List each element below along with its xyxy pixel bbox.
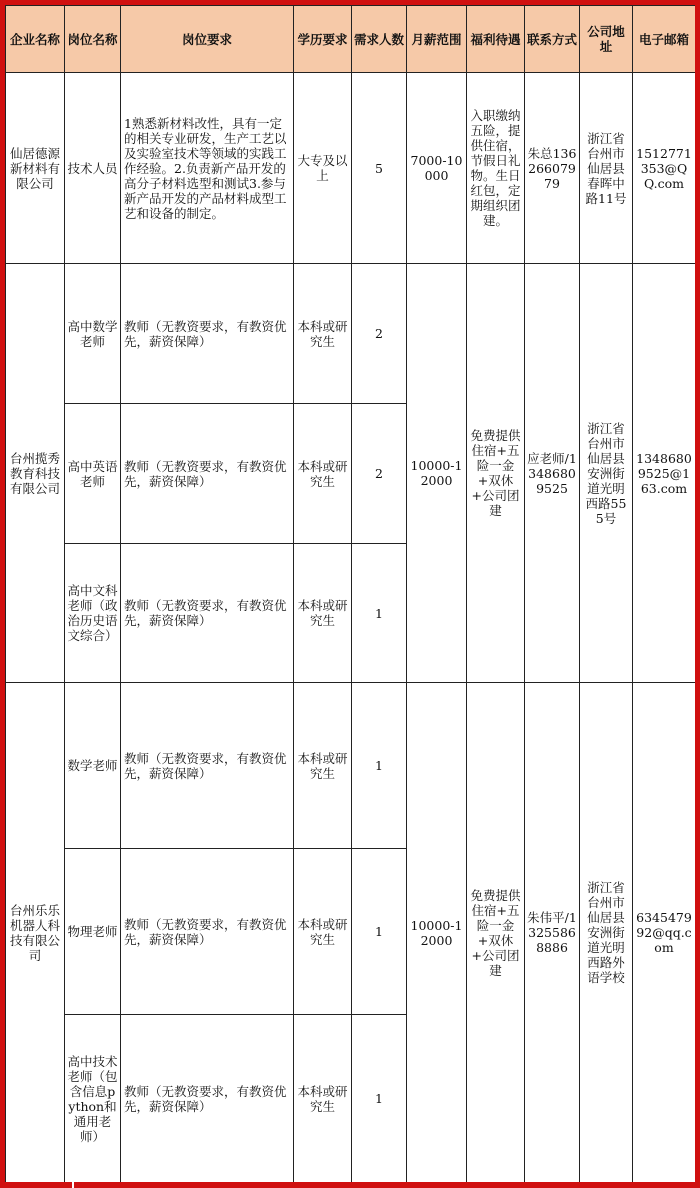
header-contact: 联系方式 (525, 6, 580, 73)
position-requirement: 教师（无教资要求，有教资优先，薪资保障） (121, 849, 294, 1015)
education-requirement: 本科或研究生 (294, 264, 352, 404)
bottom-tick-mark (72, 1180, 74, 1188)
position-requirement: 教师（无教资要求，有教资优先，薪资保障） (121, 404, 294, 544)
headcount: 2 (352, 264, 407, 404)
email: 634547992@qq.com (633, 683, 696, 1183)
position-requirement: 1熟悉新材料改性，具有一定的相关专业研发，生产工艺以及实验室技术等领域的实践工作经验。2.负责新产品开发的高分子材料选型和测试3.参与新产品开发的产品材料成型工艺和设备的制定。 (121, 73, 294, 264)
header-row (6, 6, 696, 73)
address: 浙江省台州市仙居县安洲街道光明西路555号 (580, 264, 633, 683)
position-requirement: 教师（无教资要求，有教资优先，薪资保障） (121, 544, 294, 683)
education-requirement: 大专及以上 (294, 73, 352, 264)
email: 13486809525@163.com (633, 264, 696, 683)
contact: 应老师/13486809525 (525, 264, 580, 683)
position-title: 高中文科老师（政治历史语文综合） (65, 544, 121, 683)
education-requirement: 本科或研究生 (294, 1015, 352, 1183)
header-count: 需求人数 (352, 6, 407, 73)
email: 1512771353@QQ.com (633, 73, 696, 264)
position-title: 物理老师 (65, 849, 121, 1015)
table-row (6, 73, 696, 264)
header-salary: 月薪范围 (407, 6, 467, 73)
header-benefits: 福利待遇 (467, 6, 525, 73)
headcount: 2 (352, 404, 407, 544)
benefits: 免费提供住宿+五险一金+双休+公司团建 (467, 683, 525, 1183)
contact: 朱伟平/13255868886 (525, 683, 580, 1183)
bottom-red-strip (5, 1182, 695, 1188)
header-position: 岗位名称 (65, 6, 121, 73)
header-address: 公司地址 (580, 6, 633, 73)
position-title: 高中数学老师 (65, 264, 121, 404)
education-requirement: 本科或研究生 (294, 849, 352, 1015)
headcount: 1 (352, 849, 407, 1015)
headcount: 1 (352, 544, 407, 683)
headcount: 5 (352, 73, 407, 264)
address: 浙江省台州市仙居县安洲街道光明西路外语学校 (580, 683, 633, 1183)
position-requirement: 教师（无教资要求，有教资优先，薪资保障） (121, 264, 294, 404)
position-title: 技术人员 (65, 73, 121, 264)
position-requirement: 教师（无教资要求，有教资优先，薪资保障） (121, 1015, 294, 1183)
position-requirement: 教师（无教资要求，有教资优先，薪资保障） (121, 683, 294, 849)
headcount: 1 (352, 683, 407, 849)
job-table-sheet (5, 5, 695, 1182)
company-name: 台州乐乐机器人科技有限公司 (6, 683, 65, 1183)
benefits: 免费提供住宿+五险一金+双休+公司团建 (467, 264, 525, 683)
contact: 朱总13626607979 (525, 73, 580, 264)
salary-range: 10000-12000 (407, 683, 467, 1183)
education-requirement: 本科或研究生 (294, 683, 352, 849)
headcount: 1 (352, 1015, 407, 1183)
header-company: 企业名称 (6, 6, 65, 73)
position-title: 数学老师 (65, 683, 121, 849)
benefits: 入职缴纳五险，提供住宿，节假日礼物。生日红包，定期组织团建。 (467, 73, 525, 264)
header-education: 学历要求 (294, 6, 352, 73)
company-name: 仙居德源新材料有限公司 (6, 73, 65, 264)
job-listing-table (5, 5, 695, 1182)
address: 浙江省台州市仙居县春晖中路11号 (580, 73, 633, 264)
table-row (6, 683, 696, 849)
table-row (6, 264, 696, 404)
salary-range: 10000-12000 (407, 264, 467, 683)
salary-range: 7000-10000 (407, 73, 467, 264)
header-requirement: 岗位要求 (121, 6, 294, 73)
position-title: 高中技术老师（包含信息python和通用老师） (65, 1015, 121, 1183)
company-name: 台州揽秀教育科技有限公司 (6, 264, 65, 683)
header-email: 电子邮箱 (633, 6, 696, 73)
position-title: 高中英语老师 (65, 404, 121, 544)
education-requirement: 本科或研究生 (294, 404, 352, 544)
education-requirement: 本科或研究生 (294, 544, 352, 683)
